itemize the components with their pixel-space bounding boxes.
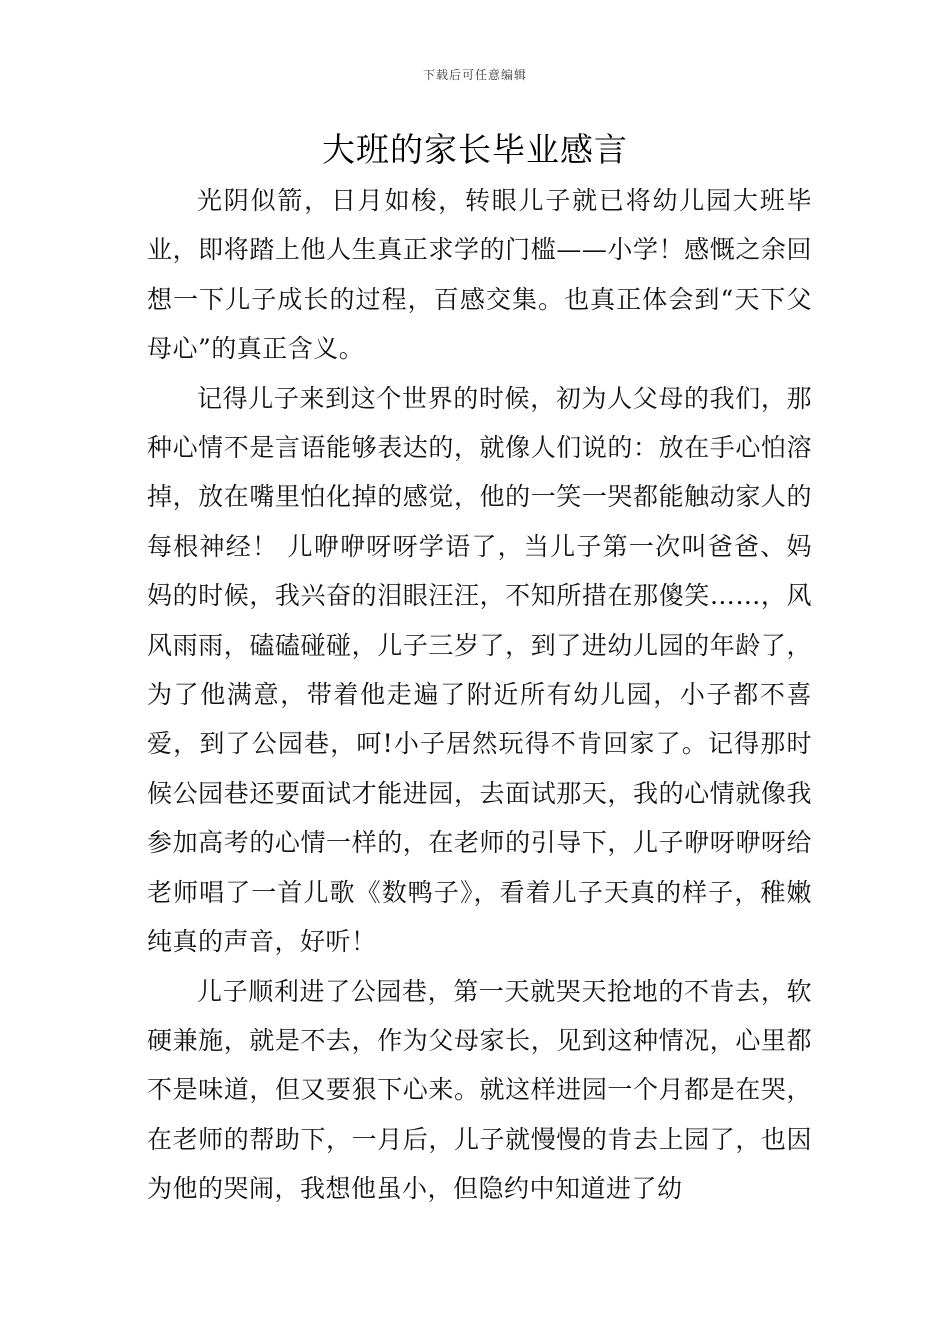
document-title: 大班的家长毕业感言 [322, 130, 628, 169]
page-header-note: 下载后可任意编辑 [422, 68, 527, 82]
paragraph-2: 记得儿子来到这个世界的时候，初为人父母的我们，那种心情不是言语能够表达的，就像人们说的：放在手心怕溶掉，放在嘴里怕化掉的感觉，他的一笑一哭都能触动家人的每根神经！ 儿咿咿呀呀学语了，当儿子第一次叫爸爸、妈妈的时候，我兴奋的泪眼汪汪，不知所措在那傻笑……，风风雨雨，磕磕碰碰，儿子三岁了，到了进幼儿园的年龄了，为了他满意，带着他走遍了附近所有幼儿园，小子都不喜爱，到了公园巷，呵!小子居然玩得不肯回家了。记得那时候公园巷还要面试才能进园，去面试那天，我的心情就像我参加高考的心情一样的，在老师的引导下，儿子咿呀咿呀给老师唱了一首儿歌《数鸭子》，看着儿子天真的样子，稚嫩纯真的声音，好听！ [147, 383, 812, 957]
paragraph-3: 儿子顺利进了公园巷，第一天就哭天抢地的不肯去，软硬兼施，就是不去，作为父母家长，见到这种情况，心里都不是味道，但又要狠下心来。就这样进园一个月都是在哭，在老师的帮助下，一月后，儿子就慢慢的肯去上园了，也因为他的哭闹，我想他虽小，但隐约中知道进了幼 [147, 976, 812, 1204]
document-body [147, 176, 812, 1214]
paragraph-1: 光阴似箭，日月如梭，转眼儿子就已将幼儿园大班毕业，即将踏上他人生真正求学的门槛——小学！感慨之余回想一下儿子成长的过程，百感交集。也真正体会到“天下父母心”的真正含义。 [147, 186, 812, 364]
